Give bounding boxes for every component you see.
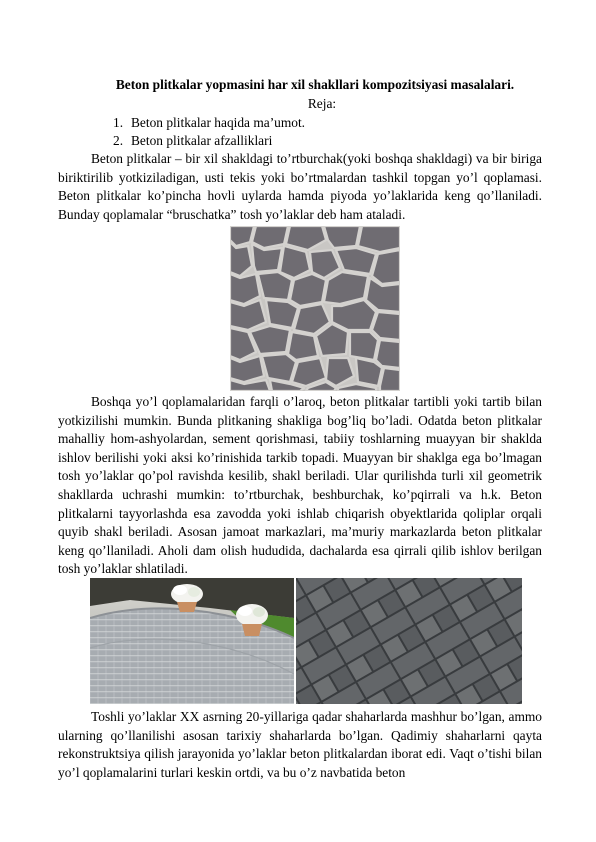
paragraph-intro: Beton plitkalar – bir xil shakldagi to’rtburchak(yoki boshqa shakldagi) va bir biriga biriktirilib yotkiziladigan, usti tekis yoki bo’rtmalardan tashkil topgan yo’l qoplamasi. Beton plitkalar ko’pincha hovli uylarda hamda piyoda yo’laklarida keng qo’llaniladi. Bunday qoplamalar “bruschatka” tosh yo’laklar deb ham ataladi. <box>58 151 542 222</box>
document-title: Beton plitkalar yopmasini har xil shakllari kompozitsiyasi masalalari. <box>115 77 515 92</box>
flagstone-paving-image <box>230 226 400 391</box>
plan-item <box>113 115 305 131</box>
flagstone-paving-graphic <box>230 226 400 391</box>
cobblestone-path-image <box>90 578 294 704</box>
plan-item-number: 2. <box>113 133 124 148</box>
plan-item-text: Beton plitkalar haqida ma’umot. <box>131 115 306 130</box>
paragraph-main: Boshqa yo’l qoplamalaridan farqli o’laroq, beton plitkalar tartibli yoki tartib bilan yotkizilishi mumkin. Bunda plitkaning shakliga bog’liq bo’ladi. Odatda beton plitkalar mahalliy hom-ashyolardan, sement qorishmasi, tabiiy toshlarning muayyan bir shaklda ishlov berilishi yoki aksi ko’rinishida tarkib topadi. Muayyan bir shaklga ega bo’lmagan tosh yo’laklar qo’pol ravishda kesilib, shakl beriladi. Ular qurilishda turli xil geometrik shakllarda uchrashi mumkin: to’rtburchak, beshburchak, ko’pqirrali va h.k. Beton plitkalarni tayyorlashda esa zavodda yoki ishlab chiqarish obyektlarida qoliplar orqali quyib shakl beriladi. Asosan jamoat markazlari, ma’muriy markazlarda beton plitkalar keng qo’llaniladi. Aholi dam olish hududida, dachalarda esa qirrali qilib ishlov berilgan tosh yo’laklar shlatiladi. <box>58 394 542 577</box>
herringbone-paving-graphic <box>296 578 522 704</box>
plan-item-number: 1. <box>113 115 124 130</box>
paragraph-history: Toshli yo’laklar XX asrning 20-yillariga qadar shaharlarda mashhur bo’lgan, ammo ularning qo’llanilishi asosan tarixiy shaharlarda bo’lgan. Qadimiy shaharlarni qayta rekonstruktsiya qilish jarayonida yo’laklar beton plitkalardan iborat edi. Vaqt o’tishi bilan yo’l qoplamalarini turlari keskin ortdi, va bu o’z navbatida beton <box>58 709 542 780</box>
cobblestone-path-graphic <box>90 578 294 704</box>
plan-item-text: Beton plitkalar afzalliklari <box>131 133 273 148</box>
herringbone-paving-image <box>296 578 522 704</box>
plan-item <box>113 133 272 149</box>
plan-heading: Reja: <box>307 96 337 111</box>
